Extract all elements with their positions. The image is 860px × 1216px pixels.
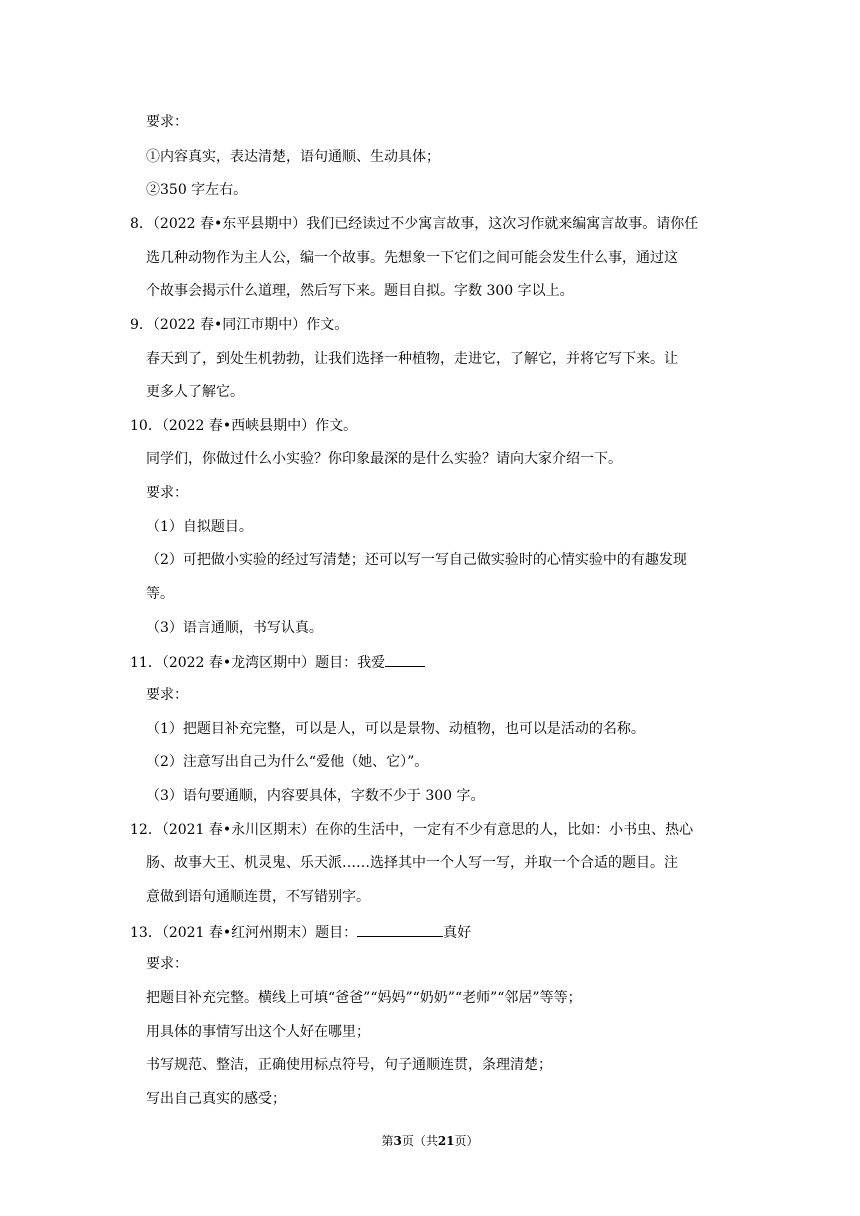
question-12-line: 肠、故事大王、机灵鬼、乐天派……选择其中一个人写一写，并取一个合适的题目。注 — [146, 855, 678, 871]
footer-middle: 页（共 — [401, 1134, 438, 1148]
question-10-line: 同学们，你做过什么小实验？你印象最深的是什么实验？请向大家介绍一下。 — [146, 451, 622, 467]
requirement-line: （2）注意写出自己为什么“爱他（她、它）”。 — [146, 754, 429, 770]
fill-in-blank — [357, 922, 443, 937]
question-11-line — [130, 652, 425, 672]
total-page-number: 21 — [437, 1134, 455, 1148]
question-13-line — [130, 922, 471, 942]
requirement-line: （3）语言通顺，书写认真。 — [146, 620, 323, 636]
fill-in-blank — [385, 652, 425, 667]
question-9-line: 春天到了，到处生机勃勃，让我们选择一种植物，走进它，了解它，并将它写下来。让 — [146, 351, 678, 367]
question-10-line: 10．（2022 春•西峡县期中）作文。 — [130, 418, 358, 434]
requirement-line: （1）把题目补充完整，可以是人，可以是景物、动植物，也可以是活动的名称。 — [146, 721, 645, 737]
requirements-label: 要求： — [146, 956, 188, 972]
requirements-label: 要求： — [146, 485, 188, 501]
question-13-suffix: 真好 — [443, 925, 472, 941]
page-footer — [0, 1133, 860, 1149]
current-page-number: 3 — [393, 1134, 402, 1148]
requirement-line: 用具体的事情写出这个人好在哪里； — [146, 1024, 370, 1040]
requirement-line: （2）可把做小实验的经过写清楚；还可以写一写自己做实验时的心情实验中的有趣发现 — [146, 552, 687, 568]
question-9-line: 9．（2022 春•同江市期中）作文。 — [130, 317, 349, 333]
question-12-line: 12．（2021 春•永川区期末）在你的生活中，一定有不少有意思的人，比如：小书虫、热心 — [130, 822, 694, 838]
requirement-line: 写出自己真实的感受； — [146, 1091, 286, 1107]
question-13-text: 13．（2021 春•红河州期末）题目： — [130, 925, 358, 941]
requirement-line: （3）语句要通顺，内容要具体，字数不少于 300 字。 — [146, 788, 485, 804]
requirement-line: 书写规范、整洁，正确使用标点符号，句子通顺连贯，条理清楚； — [146, 1057, 552, 1073]
footer-prefix: 第 — [381, 1134, 394, 1148]
question-8-line: 8．（2022 春•东平县期中）我们已经读过不少寓言故事，这次习作就来编寓言故事。请你任 — [130, 216, 699, 232]
question-8-line: 个故事会揭示什么道理，然后写下来。题目自拟。字数 300 字以上。 — [146, 283, 574, 299]
requirement-line: ①内容真实，表达清楚，语句通顺、生动具体； — [146, 149, 440, 165]
question-9-line: 更多人了解它。 — [146, 384, 244, 400]
requirements-label: 要求： — [146, 687, 188, 703]
question-12-line: 意做到语句通顺连贯，不写错别字。 — [146, 889, 370, 905]
question-8-line: 选几种动物作为主人公，编一个故事。先想象一下它们之间可能会发生什么事，通过这 — [146, 250, 678, 266]
requirement-line: （1）自拟题目。 — [146, 519, 253, 535]
requirement-line: 把题目补充完整。横线上可填“爸爸”“妈妈”“奶奶”“老师”“邻居”等等； — [146, 990, 582, 1006]
requirement-line: 等。 — [146, 586, 174, 602]
question-11-text: 11．（2022 春•龙湾区期中）题目：我爱 — [130, 655, 386, 671]
requirements-label: 要求： — [146, 114, 188, 130]
requirement-line: ②350 字左右。 — [146, 182, 248, 198]
footer-suffix: 页） — [454, 1134, 479, 1148]
